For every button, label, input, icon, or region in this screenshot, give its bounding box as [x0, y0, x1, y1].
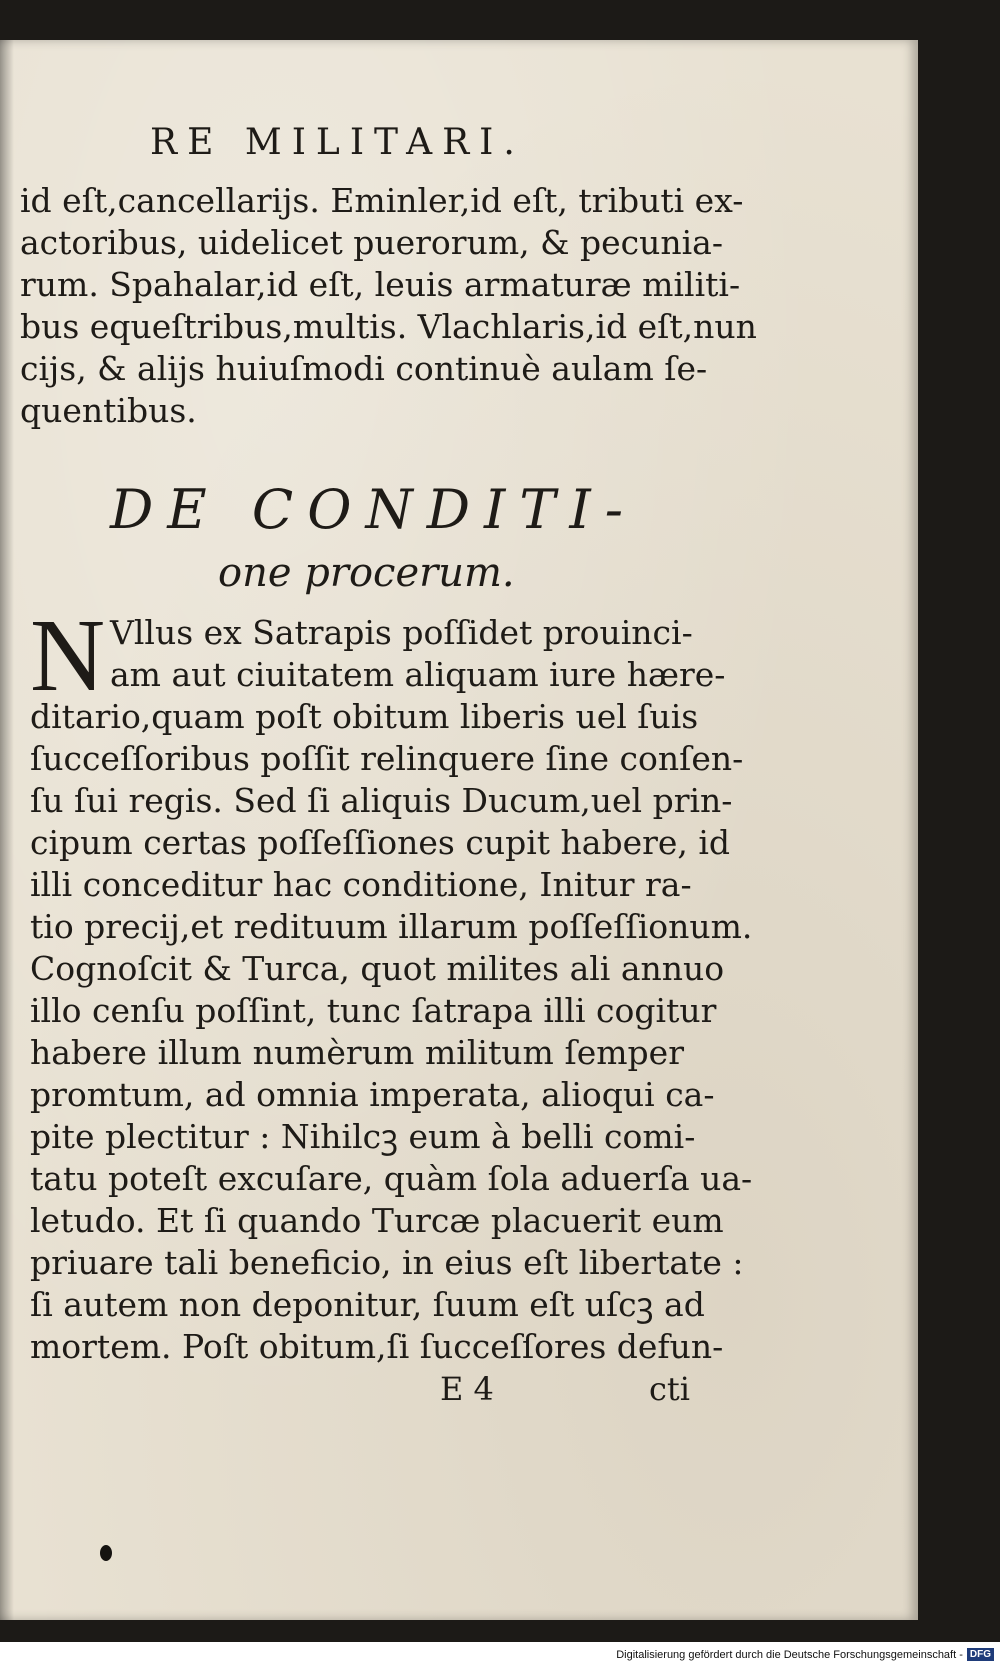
text-line: pite plectitur : Nihilcꝫ eum à belli comi- [30, 1117, 696, 1156]
text-line: cijs, & alijs huiuſmodi continuè aulam ſe- [20, 349, 708, 388]
text-line: id eſt,cancellarijs. Eminler,id eſt, tributi ex- [20, 181, 744, 220]
text-line: letudo. Et ſi quando Turcæ placuerit eum [30, 1201, 724, 1240]
text-line: ſi autem non deponitur, ſuum eſt uſcꝫ ad [30, 1285, 705, 1324]
text-line: rum. Spahalar,id eſt, leuis armaturæ militi- [20, 265, 741, 304]
text-line: ſucceſſoribus poſſit relinquere ſine conſen- [30, 739, 744, 778]
ink-spot [100, 1545, 112, 1561]
text-line: am aut ciuitatem aliquam iure hære- [110, 655, 726, 694]
text-line: promtum, ad omnia imperata, alioqui ca- [30, 1075, 715, 1114]
text-line: illo cenſu poſſint, tunc ſatrapa illi cogitur [30, 991, 717, 1030]
footer-bar [0, 1642, 1000, 1664]
text-line: mortem. Poſt obitum,ſi ſucceſſores defun- [30, 1327, 724, 1366]
text-line: habere illum numèrum militum ſemper [30, 1033, 684, 1072]
text-line: actoribus, uidelicet puerorum, & pecunia- [20, 223, 723, 262]
spine-shadow [0, 40, 14, 1620]
section-heading-continuation: one procerum. [218, 550, 515, 596]
catchword: cti [648, 1370, 690, 1408]
section-heading: DE CONDITI- [110, 478, 637, 541]
text-line: Vllus ex Satrapis poſſidet prouinci- [110, 613, 693, 652]
text-line: Cognoſcit & Turca, quot milites ali annuo [30, 949, 725, 988]
dfg-logo-badge: DFG [967, 1648, 994, 1661]
paragraph-1 [20, 180, 757, 432]
paragraph-2-opening [110, 612, 726, 696]
footer-credit [616, 1648, 994, 1661]
text-line: bus equeſtribus,multis. Vlachlaris,id eſt,nun [20, 307, 757, 346]
footer-credit-text: Digitalisierung gefördert durch die Deutsche Forschungsgemeinschaft - [616, 1648, 963, 1661]
text-line: ſu ſui regis. Sed ſi aliquis Ducum,uel prin- [30, 781, 733, 820]
signature-mark: E 4 [440, 1370, 494, 1408]
text-line: quentibus. [20, 391, 197, 430]
drop-capital: N [30, 598, 106, 713]
paragraph-2 [30, 696, 753, 1368]
text-line: priuare tali beneficio, in eius eſt libertate : [30, 1243, 744, 1282]
running-head: RE MILITARI. [150, 122, 525, 163]
text-line: tio precij,et redituum illarum poſſeſſionum. [30, 907, 753, 946]
text-line: cipum certas poſſeſſiones cupit habere, id [30, 823, 731, 862]
text-line: illi conceditur hac conditione, Initur ra- [30, 865, 692, 904]
text-line: ditario,quam poſt obitum liberis uel ſuis [30, 697, 699, 736]
text-line: tatu poteſt excuſare, quàm ſola aduerſa ua- [30, 1159, 753, 1198]
